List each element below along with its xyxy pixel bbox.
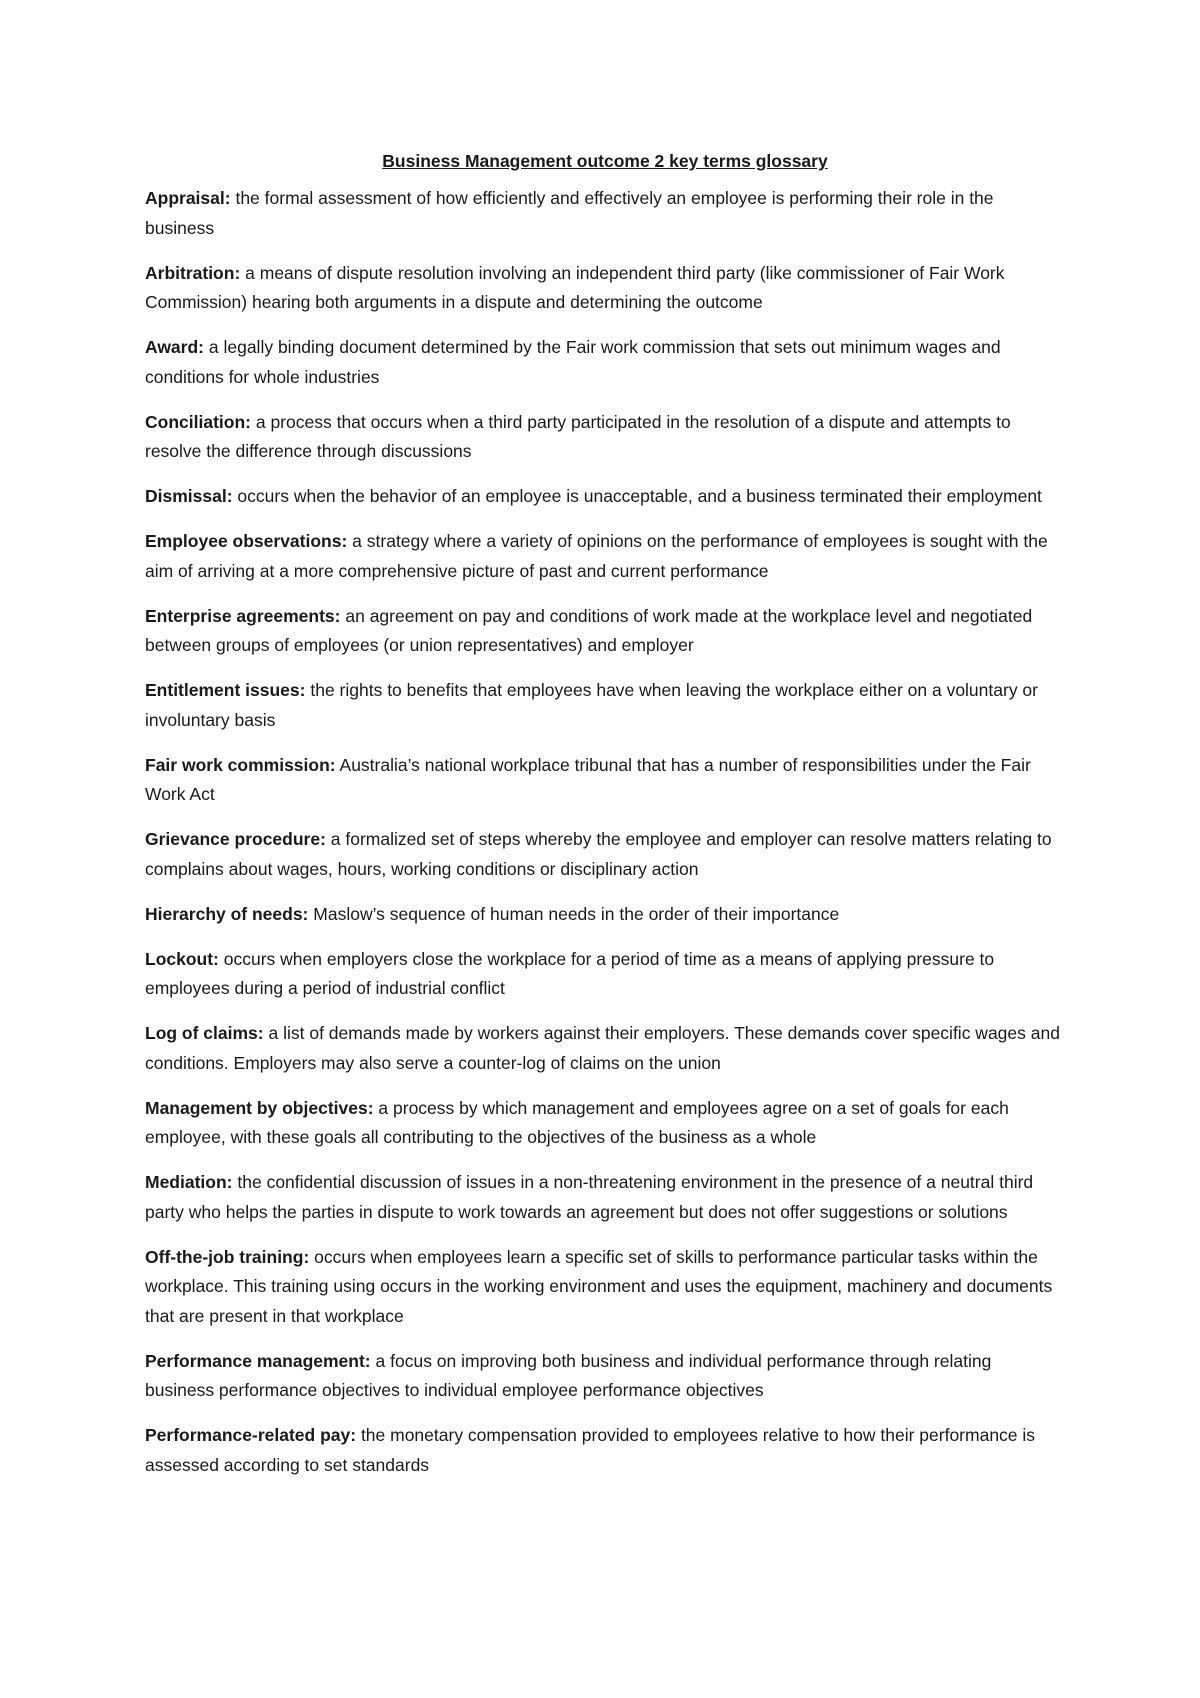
glossary-term: Dismissal: [145, 486, 233, 506]
glossary-entry [145, 184, 1065, 243]
glossary-definition: a legally binding document determined by the Fair work commission that sets out minimum wages and conditions for whole industries [145, 337, 1001, 387]
glossary-definition: Australia’s national workplace tribunal that has a number of responsibilities under the Fair Work Act [145, 754, 1031, 804]
glossary-term: Performance management: [145, 1350, 371, 1371]
glossary-term: Performance-related pay: [145, 1425, 357, 1445]
glossary-entry [145, 482, 1065, 512]
glossary-entry [145, 1421, 1065, 1480]
glossary-entry [145, 1019, 1065, 1078]
glossary-definition: Maslow’s sequence of human needs in the order of their importance [313, 903, 840, 924]
glossary-entry [145, 602, 1065, 661]
glossary-term: Hierarchy of needs: [145, 903, 309, 924]
glossary-entry [145, 1243, 1065, 1332]
glossary-term: Grievance procedure: [145, 829, 326, 849]
glossary-term: Entitlement issues: [145, 680, 306, 700]
glossary-term: Arbitration: [145, 262, 241, 283]
glossary-entry [145, 825, 1065, 884]
glossary-term: Appraisal: [145, 188, 231, 208]
glossary-definition: a process that occurs when a third party participated in the resolution of a dispute and attempts to resolve the difference through discussions [145, 411, 1011, 461]
glossary-definition: a means of dispute resolution involving an independent third party (like commissioner of Fair Work Commission) hearing both arguments in a dispute and determining the outcome [145, 262, 1005, 312]
glossary-entry [145, 1168, 1065, 1227]
glossary-term: Employee observations: [145, 531, 348, 551]
glossary-definition: the confidential discussion of issues in a non-threatening environment in the presence of a neutral third party who helps the parties in dispute to work towards an agreement but does not offer suggestions or solutions [145, 1172, 1034, 1222]
glossary-list [145, 184, 1065, 1480]
glossary-term: Mediation: [145, 1172, 233, 1192]
glossary-definition: occurs when the behavior of an employee is unacceptable, and a business terminated their employment [237, 486, 1042, 506]
glossary-entry [145, 259, 1065, 318]
glossary-definition: occurs when employers close the workplace for a period of time as a means of applying pressure to employees during a period of industrial conflict [145, 948, 995, 998]
glossary-definition: a formalized set of steps whereby the employee and employer can resolve matters relating to complains about wages, hours, working conditions or disciplinary action [145, 829, 1052, 879]
glossary-entry [145, 333, 1065, 392]
glossary-definition: a focus on improving both business and individual performance through relating business performance objectives to individual employee performance objectives [145, 1350, 992, 1400]
glossary-term: Management by objectives: [145, 1097, 374, 1118]
glossary-definition: occurs when employees learn a specific set of skills to performance particular tasks within the workplace. This training using occurs in the working environment and uses the equipment, machinery and documents that are present in that workplace [145, 1246, 1053, 1326]
glossary-term: Lockout: [145, 948, 219, 969]
glossary-entry [145, 1347, 1065, 1406]
glossary-definition: a list of demands made by workers against their employers. These demands cover specific wages and conditions. Employers may also serve a counter-log of claims on the union [145, 1023, 1060, 1073]
glossary-definition: an agreement on pay and conditions of work made at the workplace level and negotiated between groups of employees (or union representatives) and employer [145, 605, 1033, 655]
document-title: Business Management outcome 2 key terms glossary [382, 151, 828, 171]
glossary-entry [145, 408, 1065, 467]
glossary-entry [145, 1094, 1065, 1153]
glossary-definition: the rights to benefits that employees have when leaving the workplace either on a voluntary or involuntary basis [145, 680, 1038, 730]
glossary-definition: a strategy where a variety of opinions on the performance of employees is sought with the aim of arriving at a more comprehensive picture of past and current performance [145, 531, 1048, 581]
glossary-entry [145, 751, 1065, 810]
glossary-term: Off-the-job training: [145, 1246, 310, 1267]
glossary-term: Enterprise agreements: [145, 605, 341, 626]
glossary-term: Award: [145, 337, 204, 357]
glossary-term: Conciliation: [145, 411, 251, 432]
glossary-entry [145, 900, 1065, 930]
glossary-definition: a process by which management and employees agree on a set of goals for each employee, with these goals all contributing to the objectives of the business as a whole [145, 1097, 1009, 1147]
glossary-term: Fair work commission: [145, 754, 336, 775]
glossary-term: Log of claims: [145, 1023, 264, 1043]
glossary-definition: the monetary compensation provided to employees relative to how their performance is assessed according to set standards [145, 1425, 1036, 1475]
document-page [145, 146, 1065, 1496]
glossary-entry [145, 676, 1065, 735]
glossary-definition: the formal assessment of how efficiently and effectively an employee is performing their role in the business [145, 188, 994, 238]
glossary-entry [145, 527, 1065, 586]
glossary-entry [145, 945, 1065, 1004]
